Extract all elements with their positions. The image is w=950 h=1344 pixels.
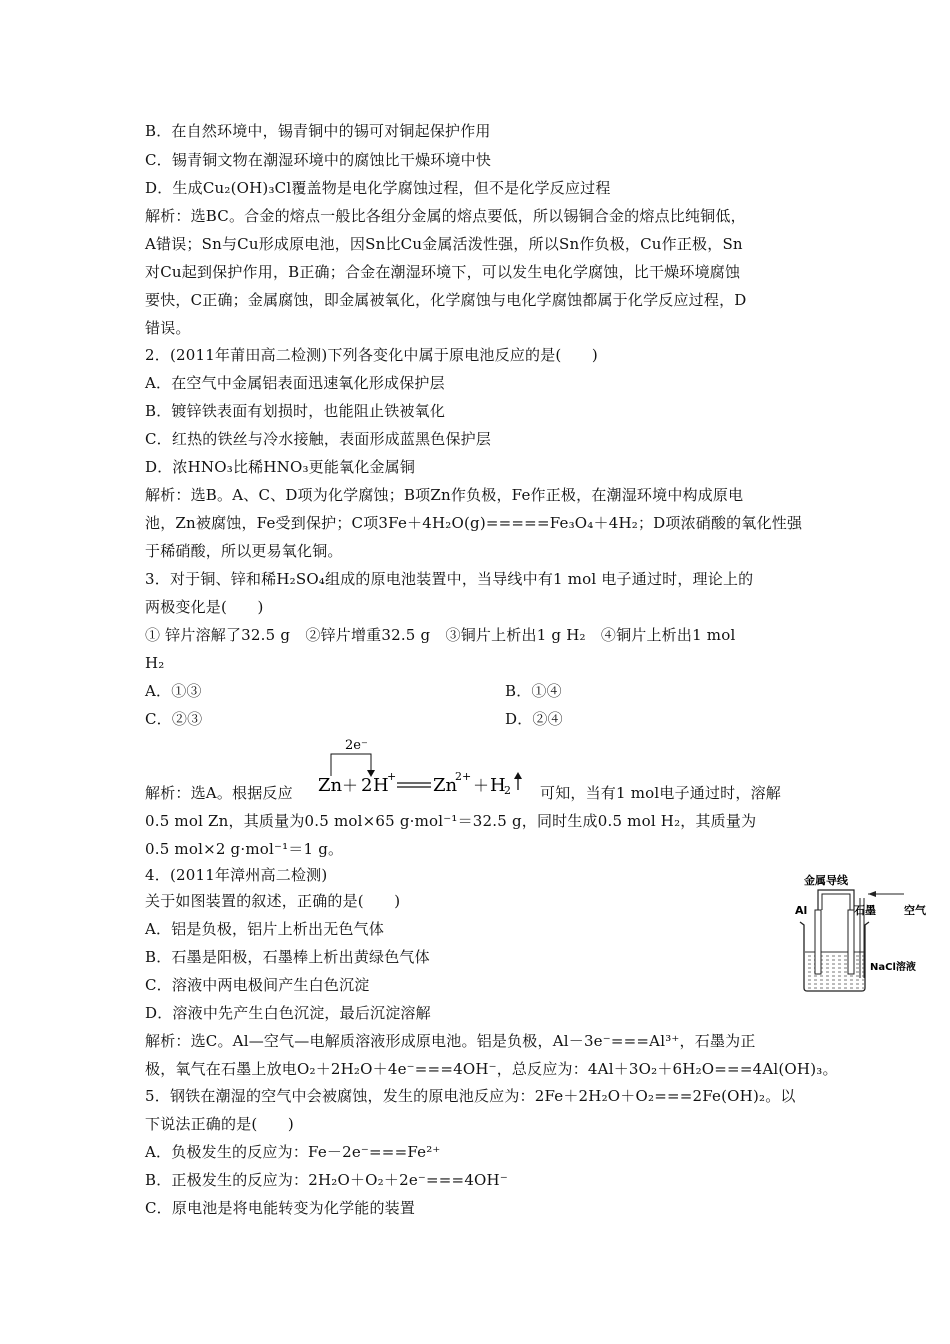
- text-line: 于稀硝酸，所以更易氧化铜。: [145, 542, 343, 560]
- option-line: D．浓HNO₃比稀HNO₃更能氧化金属铜: [145, 458, 416, 476]
- electron-label: 2e⁻: [345, 738, 368, 753]
- h-symbol: H: [373, 775, 389, 796]
- option-line: C．溶液中两电极间产生白色沉淀: [145, 976, 370, 994]
- graphite-electrode: [848, 910, 854, 974]
- option-line: C．原电池是将电能转变为化学能的装置: [145, 1199, 416, 1217]
- wire-label: 金属导线: [804, 874, 848, 887]
- question-4-stem: 4．(2011年漳州高二检测): [145, 866, 328, 884]
- text-line: A错误；Sn与Cu形成原电池，因Sn比Cu金属活泼性强，所以Sn作负极，Cu作正极，Sn: [145, 235, 743, 253]
- galvanic-cell-svg: [790, 870, 940, 1000]
- question-5-stem: 5．钢铁在潮湿的空气中会被腐蚀，发生的原电池反应为：2Fe＋2H₂O＋O₂===2Fe(OH)₂。以: [145, 1087, 796, 1105]
- text-line: 极，氧气在石墨上放电O₂＋2H₂O＋4e⁻===4OH⁻，总反应为：4Al＋3O₂＋6H₂O===4Al(OH)₃。: [145, 1060, 838, 1078]
- text-line: 解析：选B。A、C、D项为化学腐蚀；B项Zn作负极，Fe作正极，在潮湿环境中构成原电: [145, 486, 744, 504]
- al-electrode: [815, 910, 821, 974]
- plus-sign: ＋: [342, 776, 359, 795]
- text-line: D．生成Cu₂(OH)₃Cl覆盖物是电化学腐蚀过程，但不是化学反应过程: [145, 179, 611, 197]
- analysis-prefix: 解析：选A。根据反应: [145, 784, 293, 802]
- electron-bracket: [331, 754, 371, 776]
- text-line: 0.5 mol×2 g·mol⁻¹＝1 g。: [145, 840, 344, 858]
- coefficient: 2: [361, 775, 373, 796]
- analysis-suffix: 可知，当有1 mol电子通过时，溶解: [540, 784, 781, 802]
- metal-wire: [818, 890, 854, 910]
- electron-transfer-equation: [315, 736, 545, 806]
- option-line: B．正极发生的反应为：2H₂O＋O₂＋2e⁻===4OH⁻: [145, 1171, 508, 1189]
- al-label: Al: [795, 904, 808, 917]
- h2-subscript: 2: [504, 784, 511, 797]
- option-line: D．溶液中先产生白色沉淀，最后沉淀溶解: [145, 1004, 431, 1022]
- nacl-solution: [805, 952, 864, 990]
- option-d: D．②④: [505, 710, 563, 728]
- air-label: 空气: [904, 904, 926, 917]
- option-line: B．镀锌铁表面有划损时，也能阻止铁被氧化: [145, 402, 446, 420]
- text-line: C．锡青铜文物在潮湿环境中的腐蚀比干燥环境中快: [145, 151, 492, 169]
- question-2-stem: 2．(2011年莆田高二检测)下列各变化中属于原电池反应的是( ): [145, 346, 598, 364]
- solution-label: NaCl溶液: [870, 962, 916, 973]
- option-c: C．②③: [145, 710, 203, 728]
- text-line: 关于如图装置的叙述，正确的是( ): [145, 892, 401, 910]
- text-line: 解析：选C。Al—空气—电解质溶液形成原电池。铝是负极，Al－3e⁻===Al³⁺，石墨为正: [145, 1032, 756, 1050]
- zn-ion-charge: 2+: [455, 770, 472, 783]
- option-line: B．石墨是阳极，石墨棒上析出黄绿色气体: [145, 948, 430, 966]
- text-line: 错误。: [145, 319, 191, 337]
- question-3-stem: 3．对于铜、锌和稀H₂SO₄组成的原电池装置中，当导线中有1 mol 电子通过时，理论上的: [145, 570, 754, 588]
- metal-wire-inner: [822, 894, 850, 910]
- text-line: 池，Zn被腐蚀，Fe受到保护；C项3Fe＋4H₂O(g)=====Fe₃O₄＋4H₂；D项浓硝酸的氧化性强: [145, 514, 803, 532]
- electron-transfer-svg: [315, 736, 545, 806]
- zn-ion-symbol: Zn: [433, 775, 458, 796]
- air-arrow-icon: [868, 891, 876, 897]
- plus-sign: ＋: [473, 776, 490, 795]
- graphite-label: 石墨: [854, 904, 876, 917]
- text-line: B．在自然环境中，锡青铜中的锡可对铜起保护作用: [145, 122, 491, 140]
- text-line: H₂: [145, 654, 165, 672]
- option-line: A．铝是负极，铝片上析出无色气体: [145, 920, 385, 938]
- text-line: 下说法正确的是( ): [145, 1115, 294, 1133]
- galvanic-cell-figure: [790, 870, 940, 1000]
- zn-symbol: Zn: [318, 775, 343, 796]
- h-charge: +: [387, 770, 397, 783]
- text-line: 要快，C正确；金属腐蚀，即金属被氧化，化学腐蚀与电化学腐蚀都属于化学反应过程，D: [145, 291, 747, 309]
- text-line: 对Cu起到保护作用，B正确；合金在潮湿环境下，可以发生电化学腐蚀，比干燥环境腐蚀: [145, 263, 741, 281]
- text-line: 两极变化是( ): [145, 598, 264, 616]
- option-a: A．①③: [145, 682, 202, 700]
- option-line: A．在空气中金属铝表面迅速氧化形成保护层: [145, 374, 445, 392]
- gas-arrow-icon: [514, 772, 522, 779]
- option-b: B．①④: [505, 682, 562, 700]
- text-line: 解析：选BC。合金的熔点一般比各组分金属的熔点要低，所以锡铜合金的熔点比纯铜低，: [145, 207, 746, 225]
- option-line: A．负极发生的反应为：Fe－2e⁻===Fe²⁺: [145, 1143, 441, 1161]
- h2-symbol: H: [490, 775, 506, 796]
- text-line: ① 锌片溶解了32.5 g ②锌片增重32.5 g ③铜片上析出1 g H₂ ④铜片上析出1 mol: [145, 626, 736, 644]
- option-line: C．红热的铁丝与冷水接触，表面形成蓝黑色保护层: [145, 430, 492, 448]
- text-line: 0.5 mol Zn，其质量为0.5 mol×65 g·mol⁻¹＝32.5 g，同时生成0.5 mol H₂，其质量为: [145, 812, 757, 830]
